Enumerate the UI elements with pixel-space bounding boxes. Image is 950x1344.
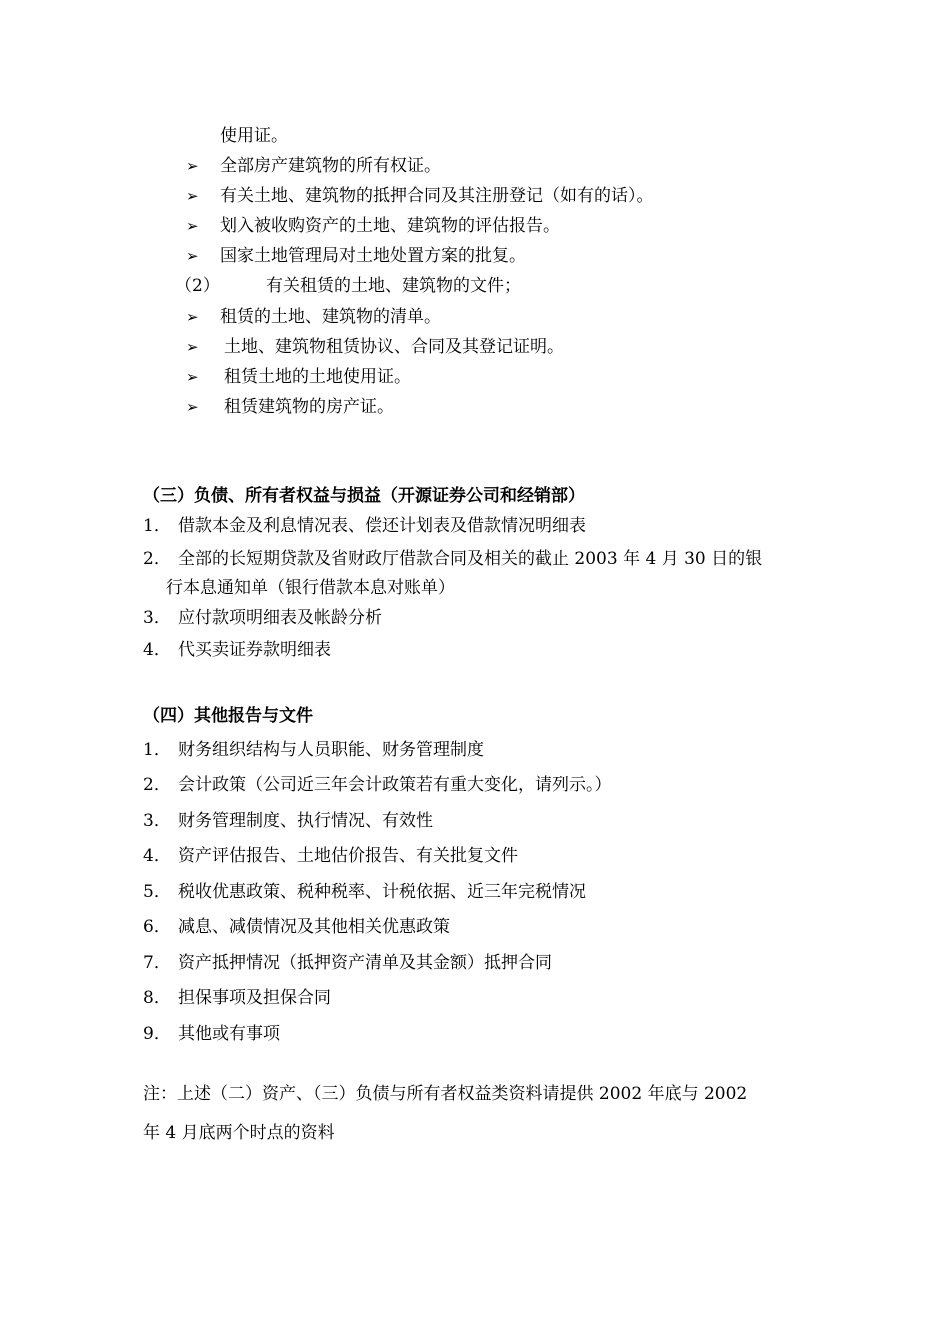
- list-number: 4．: [143, 846, 171, 866]
- owned-item: 国家土地管理局对土地处置方案的批复。: [220, 246, 526, 266]
- bullet-arrow-icon: ➢: [186, 187, 199, 205]
- list-number: 2．: [143, 549, 171, 569]
- bullet-arrow-icon: ➢: [186, 217, 199, 235]
- lease-item: 租赁的土地、建筑物的清单。: [220, 307, 441, 327]
- list-number: 1．: [143, 740, 171, 760]
- note-line-1: 注：上述（二）资产、（三）负债与所有者权益类资料请提供 2002 年底与 2002: [143, 1084, 748, 1104]
- intro-tail: 使用证。: [220, 126, 288, 146]
- list-item: 资产抵押情况（抵押资产清单及其金额）抵押合同: [178, 953, 552, 973]
- list-number: 6．: [143, 917, 171, 937]
- lease-item: 租赁建筑物的房产证。: [224, 397, 394, 417]
- list-item: 财务组织结构与人员职能、财务管理制度: [178, 740, 484, 760]
- list-number: 7．: [143, 953, 171, 973]
- bullet-arrow-icon: ➢: [186, 157, 199, 175]
- list-item: 财务管理制度、执行情况、有效性: [178, 811, 433, 831]
- list-item: 全部的长短期贷款及省财政厅借款合同及相关的截止 2003 年 4 月 30 日的银: [178, 549, 763, 569]
- list-number: 2．: [143, 775, 171, 795]
- list-item: 会计政策（公司近三年会计政策若有重大变化，请列示。）: [178, 775, 612, 795]
- section3-heading: （三）负债、所有者权益与损益（开源证券公司和经销部）: [143, 486, 585, 506]
- owned-item: 划入被收购资产的土地、建筑物的评估报告。: [220, 216, 560, 236]
- bullet-arrow-icon: ➢: [186, 338, 199, 356]
- list-item: 其他或有事项: [178, 1024, 280, 1044]
- list-item: 应付款项明细表及帐龄分析: [178, 608, 382, 628]
- note-line-2: 年 4 月底两个时点的资料: [143, 1123, 335, 1143]
- lease-heading: 有关租赁的土地、建筑物的文件；: [266, 276, 521, 296]
- lease-item: 租赁土地的土地使用证。: [224, 367, 411, 387]
- list-item: 借款本金及利息情况表、偿还计划表及借款情况明细表: [178, 516, 586, 536]
- list-item: 税收优惠政策、税种税率、计税依据、近三年完税情况: [178, 882, 586, 902]
- lease-number: （2）: [175, 276, 220, 296]
- list-item: 资产评估报告、土地估价报告、有关批复文件: [178, 846, 518, 866]
- list-number: 1．: [143, 516, 171, 536]
- list-number: 3．: [143, 608, 171, 628]
- bullet-arrow-icon: ➢: [186, 398, 199, 416]
- owned-item: 全部房产建筑物的所有权证。: [220, 156, 441, 176]
- owned-item: 有关土地、建筑物的抵押合同及其注册登记（如有的话）。: [220, 186, 654, 206]
- list-number: 5．: [143, 882, 171, 902]
- list-item-continuation: 行本息通知单（银行借款本息对账单）: [166, 578, 455, 598]
- list-item: 代买卖证券款明细表: [178, 640, 331, 660]
- list-number: 4．: [143, 640, 171, 660]
- list-number: 9．: [143, 1024, 171, 1044]
- bullet-arrow-icon: ➢: [186, 308, 199, 326]
- list-number: 8．: [143, 988, 171, 1008]
- list-item: 担保事项及担保合同: [178, 988, 331, 1008]
- section4-heading: （四）其他报告与文件: [143, 706, 313, 726]
- bullet-arrow-icon: ➢: [186, 368, 199, 386]
- lease-item: 土地、建筑物租赁协议、合同及其登记证明。: [224, 337, 564, 357]
- list-number: 3．: [143, 811, 171, 831]
- list-item: 减息、减债情况及其他相关优惠政策: [178, 917, 450, 937]
- bullet-arrow-icon: ➢: [186, 247, 199, 265]
